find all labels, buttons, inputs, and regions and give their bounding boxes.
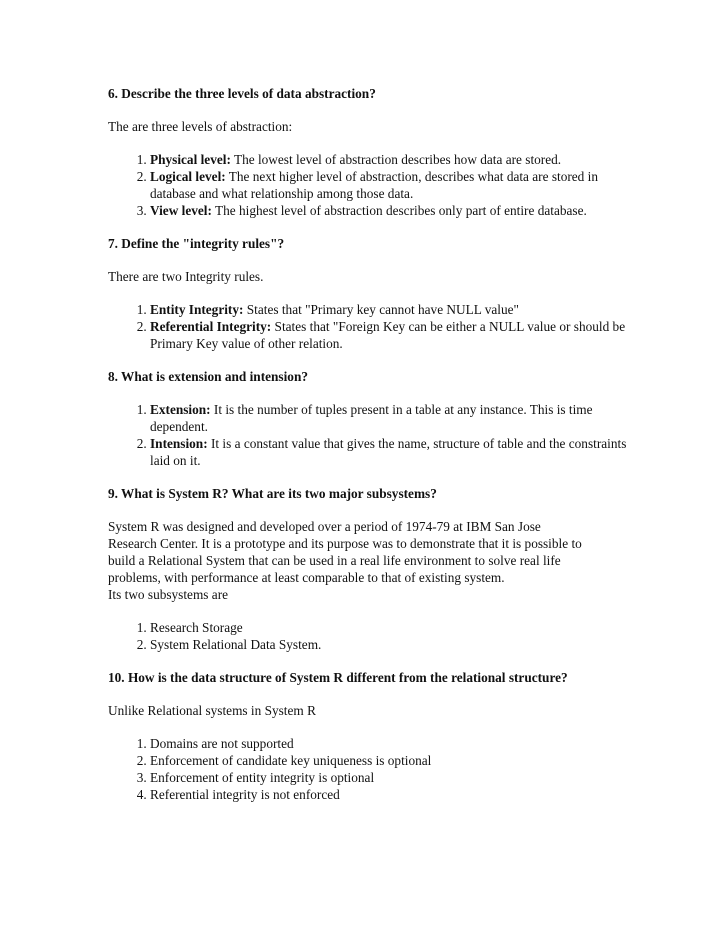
question-7-intro: There are two Integrity rules. (108, 269, 264, 284)
document-content (108, 85, 628, 803)
paragraph-line: System R was designed and developed over a period of 1974-79 at IBM San Jose (108, 519, 541, 534)
question-6-list (108, 151, 628, 219)
list-item: 3. Enforcement of entity integrity is optional (150, 769, 628, 786)
question-9-list (108, 619, 628, 653)
question-10-intro: Unlike Relational systems in System R (108, 703, 316, 718)
paragraph-line: Research Center. It is a prototype and its purpose was to demonstrate that it is possible to (108, 536, 582, 551)
paragraph-line: problems, with performance at least comparable to that of existing system. (108, 570, 505, 585)
list-item: 1. Entity Integrity: States that "Primary key cannot have NULL value" (150, 301, 628, 318)
question-7-heading: 7. Define the "integrity rules"? (108, 236, 285, 251)
question-9-paragraph (108, 518, 628, 603)
list-item: 1. Extension: It is the number of tuples present in a table at any instance. This is time dependent. (150, 401, 628, 435)
question-8-heading: 8. What is extension and intension? (108, 369, 308, 384)
question-7-list (108, 301, 628, 352)
list-item: 2. Enforcement of candidate key uniqueness is optional (150, 752, 628, 769)
list-item: 1. Domains are not supported (150, 735, 628, 752)
list-item: 2. Intension: It is a constant value that gives the name, structure of table and the constraints laid on it. (150, 435, 628, 469)
paragraph-line: Its two subsystems are (108, 587, 229, 602)
question-9-heading: 9. What is System R? What are its two major subsystems? (108, 486, 437, 501)
question-6-intro: The are three levels of abstraction: (108, 119, 293, 134)
list-item: 2. System Relational Data System. (150, 636, 628, 653)
question-6-heading: 6. Describe the three levels of data abstraction? (108, 86, 376, 101)
question-8-list (108, 401, 628, 469)
list-item: 4. Referential integrity is not enforced (150, 786, 628, 803)
list-item: 3. View level: The highest level of abstraction describes only part of entire database. (150, 202, 628, 219)
list-item: 2. Referential Integrity: States that "Foreign Key can be either a NULL value or should be Primary Key value of other relation. (150, 318, 628, 352)
paragraph-line: build a Relational System that can be used in a real life environment to solve real life (108, 553, 561, 568)
question-10-heading: 10. How is the data structure of System R different from the relational structure? (108, 670, 568, 685)
list-item: 1. Research Storage (150, 619, 628, 636)
list-item: 2. Logical level: The next higher level of abstraction, describes what data are stored in database and what relationship among those data. (150, 168, 628, 202)
list-item: 1. Physical level: The lowest level of abstraction describes how data are stored. (150, 151, 628, 168)
question-10-list (108, 735, 628, 803)
